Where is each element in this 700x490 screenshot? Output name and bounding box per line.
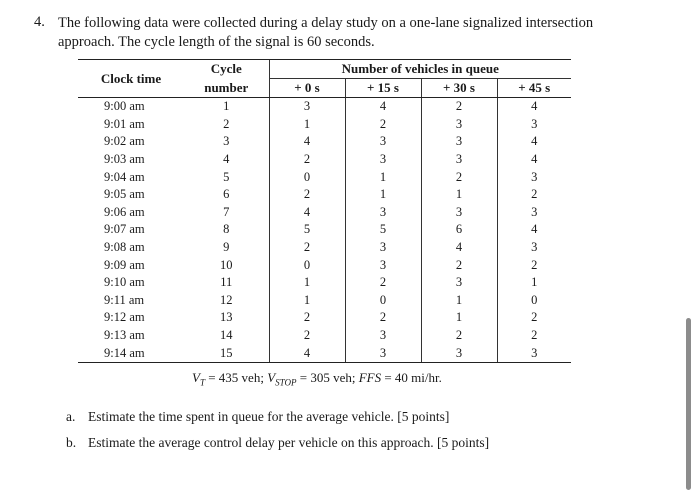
subquestion-b-label: b.: [66, 435, 77, 450]
queue-0s-cell: 4: [269, 344, 345, 362]
header-offset-45: + 45 s: [497, 79, 571, 98]
table-row: [78, 98, 571, 116]
vt-symbol: V: [192, 370, 200, 385]
clock-time-cell: 9:14 am: [78, 344, 184, 362]
clock-time-cell: 9:07 am: [104, 222, 145, 237]
clock-time-cell: 9:00 am: [104, 99, 145, 114]
queue-15s-cell: 3: [345, 133, 421, 151]
clock-time-cell: 9:11 am: [104, 292, 145, 307]
subquestion-a: [66, 409, 449, 425]
cycle-number-cell: 15: [184, 344, 269, 362]
header-offset-0: + 0 s: [269, 79, 345, 98]
cycle-number-cell: 8: [223, 222, 230, 237]
table-row: [78, 309, 571, 327]
cycle-number-cell: 11: [220, 275, 233, 290]
queue-15s-cell: 3: [345, 344, 421, 362]
queue-0s-cell: 5: [269, 221, 345, 239]
queue-30s-cell: 1: [421, 309, 497, 327]
queue-0s-cell: 2: [269, 309, 345, 327]
table-row: [78, 292, 571, 310]
queue-30s-cell: 4: [421, 239, 497, 257]
clock-time-cell: 9:03 am: [104, 152, 145, 167]
queue-0s-cell: 2: [269, 151, 345, 169]
queue-0s-cell: 2: [269, 327, 345, 345]
clock-time-cell: 9:08 am: [104, 240, 145, 255]
queue-30s-cell: 3: [421, 133, 497, 151]
queue-45s-cell: 0: [497, 292, 571, 310]
queue-15s-cell: 3: [345, 239, 421, 257]
vt-subscript: T: [199, 377, 205, 388]
queue-15s-cell: 3: [345, 256, 421, 274]
queue-45s-cell: 3: [497, 239, 571, 257]
cycle-number-cell: 4: [223, 152, 230, 167]
table-row: [78, 133, 571, 151]
header-vehicles-in-queue: Number of vehicles in queue: [269, 60, 571, 79]
queue-0s-cell: 1: [269, 292, 345, 310]
table-row: [78, 168, 571, 186]
vs-symbol: V: [267, 370, 276, 385]
cycle-number-cell: 6: [223, 187, 230, 202]
table-row: [78, 344, 571, 362]
table-row: [78, 186, 571, 204]
clock-time-cell: 9:09 am: [104, 257, 145, 272]
queue-15s-cell: 2: [345, 116, 421, 134]
table-row: [78, 327, 571, 345]
subquestion-b-text: Estimate the average control delay per vehicle on this approach. [5 points]: [88, 435, 490, 450]
queue-30s-cell: 3: [421, 344, 497, 362]
clock-time-cell: 9:12 am: [104, 310, 145, 325]
table-row: [78, 221, 571, 239]
table-row: [78, 274, 571, 292]
question-number: 4.: [34, 14, 45, 30]
clock-time-cell: 9:02 am: [104, 134, 145, 149]
queue-45s-cell: 3: [497, 204, 571, 222]
queue-45s-cell: 3: [497, 116, 571, 134]
queue-15s-cell: 2: [345, 309, 421, 327]
queue-45s-cell: 3: [497, 168, 571, 186]
queue-45s-cell: 2: [497, 327, 571, 345]
cycle-number-cell: 13: [220, 310, 233, 325]
queue-15s-cell: 0: [345, 292, 421, 310]
queue-30s-cell: 1: [421, 292, 497, 310]
vs-subscript: STOP: [275, 377, 297, 388]
queue-30s-cell: 2: [421, 168, 497, 186]
clock-time-cell: 9:04 am: [104, 169, 145, 184]
queue-45s-cell: 2: [497, 256, 571, 274]
queue-0s-cell: 4: [269, 204, 345, 222]
queue-45s-cell: 4: [497, 151, 571, 169]
queue-0s-cell: 2: [269, 186, 345, 204]
queue-0s-cell: 0: [269, 168, 345, 186]
queue-0s-cell: 1: [269, 274, 345, 292]
clock-time-cell: 9:06 am: [104, 204, 145, 219]
cycle-number-cell: 3: [223, 134, 230, 149]
queue-15s-cell: 5: [345, 221, 421, 239]
cycle-number-cell: 12: [220, 292, 233, 307]
table-row: [78, 204, 571, 222]
ffs-value: = 40 mi/hr.: [381, 370, 442, 385]
queue-30s-cell: 3: [421, 116, 497, 134]
queue-45s-cell: 2: [497, 309, 571, 327]
queue-15s-cell: 2: [345, 274, 421, 292]
queue-0s-cell: 3: [269, 98, 345, 116]
queue-45s-cell: 4: [497, 133, 571, 151]
clock-time-cell: 9:01 am: [104, 116, 145, 131]
header-clock-time: Clock time: [78, 60, 184, 98]
cycle-number-cell: 14: [220, 328, 233, 343]
queue-0s-cell: 2: [269, 239, 345, 257]
header-offset-30: + 30 s: [421, 79, 497, 98]
cycle-number-cell: 10: [220, 257, 233, 272]
clock-time-cell: 9:10 am: [104, 275, 145, 290]
cycle-number-cell: 1: [223, 99, 230, 114]
queue-15s-cell: 3: [345, 204, 421, 222]
clock-time-cell: 9:05 am: [104, 187, 145, 202]
delay-study-table: [78, 59, 571, 363]
queue-45s-cell: 3: [497, 344, 571, 362]
subquestion-a-label: a.: [66, 409, 76, 424]
queue-30s-cell: 2: [421, 327, 497, 345]
table-row: [78, 239, 571, 257]
queue-30s-cell: 2: [421, 98, 497, 116]
queue-30s-cell: 3: [421, 151, 497, 169]
vt-value: = 435 veh;: [204, 370, 268, 385]
queue-0s-cell: 4: [269, 133, 345, 151]
cycle-number-cell: 7: [223, 204, 230, 219]
queue-15s-cell: 1: [345, 186, 421, 204]
queue-30s-cell: 1: [421, 186, 497, 204]
subquestion-a-text: Estimate the time spent in queue for the average vehicle. [5 points]: [88, 409, 450, 424]
queue-15s-cell: 1: [345, 168, 421, 186]
table-row: [78, 151, 571, 169]
queue-45s-cell: 1: [497, 274, 571, 292]
queue-15s-cell: 3: [345, 327, 421, 345]
footnote: [192, 370, 442, 388]
queue-15s-cell: 3: [345, 151, 421, 169]
header-cycle: Cycle: [184, 60, 269, 79]
header-offset-15: + 15 s: [345, 79, 421, 98]
queue-15s-cell: 4: [345, 98, 421, 116]
queue-30s-cell: 3: [421, 204, 497, 222]
queue-30s-cell: 3: [421, 274, 497, 292]
vs-value: = 305 veh;: [296, 370, 359, 385]
queue-30s-cell: 6: [421, 221, 497, 239]
table-body: [78, 98, 571, 363]
queue-45s-cell: 2: [497, 186, 571, 204]
question-text: The following data were collected during a delay study on a one-lane signalized intersection approach. The cycle length of the signal is 60 seconds.: [58, 15, 594, 50]
cycle-number-cell: 9: [223, 240, 230, 255]
queue-45s-cell: 4: [497, 221, 571, 239]
table-row: [78, 256, 571, 274]
table-row: [78, 116, 571, 134]
header-cycle-number: number: [184, 79, 269, 98]
queue-30s-cell: 2: [421, 256, 497, 274]
queue-45s-cell: 4: [497, 98, 571, 116]
cycle-number-cell: 2: [223, 116, 230, 131]
queue-0s-cell: 1: [269, 116, 345, 134]
queue-0s-cell: 0: [269, 256, 345, 274]
clock-time-cell: 9:13 am: [104, 328, 145, 343]
scrollbar-thumb[interactable]: [686, 318, 691, 490]
subquestion-b: [66, 435, 489, 451]
ffs-symbol: FFS: [358, 370, 382, 385]
cycle-number-cell: 5: [223, 169, 230, 184]
